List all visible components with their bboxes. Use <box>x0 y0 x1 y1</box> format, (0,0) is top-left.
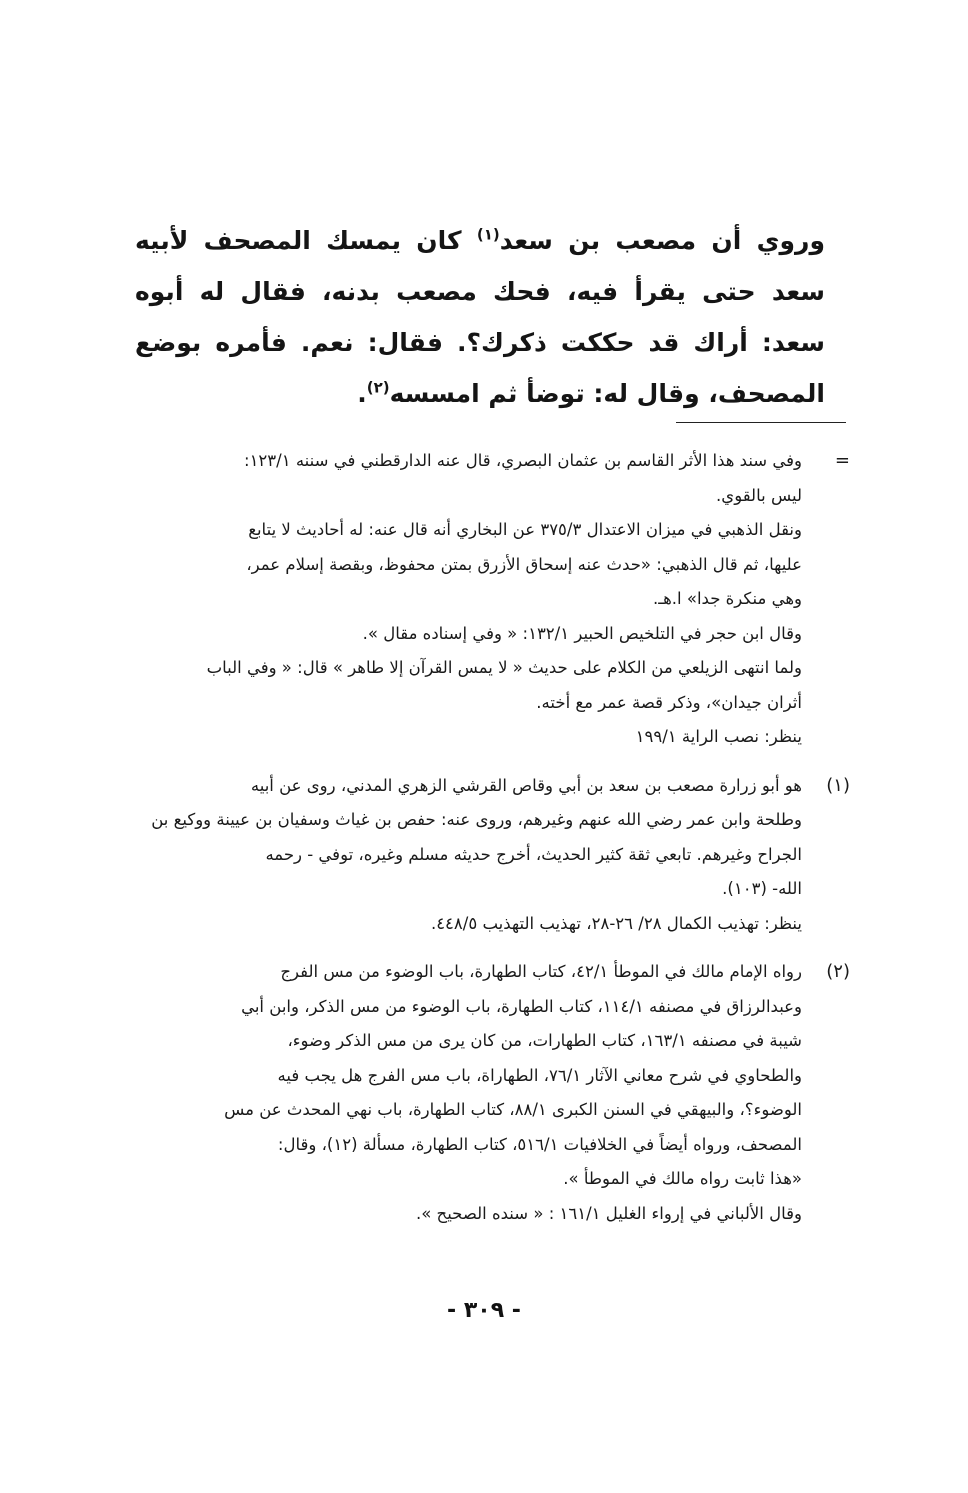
page-number: - ٣٠٩ - <box>447 1298 521 1323</box>
footnote-line: وعبدالرزاق في مصنفه ١١٤/١، كتاب الطهارة، باب الوضوء من مس الذكر، وابن أبي <box>241 996 802 1016</box>
main-text-part-1: وروي أن مصعب بن سعد <box>499 226 825 255</box>
footnote-line: والطحاوي في شرح معاني الآثار ٧٦/١، الطهاراة، باب مس الفرج هل يجب فيه <box>277 1065 802 1085</box>
footnote-line: وقال الألباني في إرواء الغليل ١٦١/١ : « سنده الصحيح ». <box>415 1203 802 1223</box>
footnote-line: المصحف، ورواه أيضاً في الخلافيات ٥١٦/١، كتاب الطهارة، مسألة (١٢)، وقال: <box>277 1134 802 1154</box>
footnote-continuation <box>130 444 850 755</box>
footnote-line: الله- (١٠٣). <box>722 879 802 898</box>
footnote-line: ليس بالقوي. <box>716 485 802 505</box>
footnote-line: رواه الإمام مالك في الموطأ ٤٢/١، كتاب الطهارة، باب الوضوء من مس الفرج <box>280 962 802 981</box>
footnote-line: ولما انتهى الزيلعي من الكلام على حديث « لا يمس القرآن إلا طاهر » قال: « وفي الباب <box>206 658 802 677</box>
footnote-line: ينظر: تهذيب الكمال ٢٨/ ٢٦-٢٨، تهذيب التهذيب ٤٤٨/٥. <box>430 913 802 933</box>
footnote-ref-1: (١) <box>476 225 500 244</box>
footnote-1-marker: (١) <box>826 774 850 796</box>
footnote-ref-2: (٢) <box>366 378 390 397</box>
footnote-gap <box>130 941 850 955</box>
footnote-gap <box>130 755 850 769</box>
footnote-line: وطلحة وابن عمر رضي الله عنهم وغيرهم، وروى عنه: حفص بن غياث وسفيان بن عيينة ووكيع بن <box>151 810 802 829</box>
footnote-separator <box>676 422 846 423</box>
footnote-line: «هذا ثابت رواه مالك في الموطأ ». <box>563 1169 802 1188</box>
footnote-line: وهي منكرة جدا» ا.هـ. <box>653 589 802 608</box>
footnote-line: وقال ابن حجر في التلخيص الحبير ١٣٢/١: « وفي إسناده مقال ». <box>362 623 802 643</box>
main-text-part-3: . <box>357 379 367 408</box>
footnote-line: الجراح وغيرهم. تابعي ثقة كثير الحديث، أخرج حديثه مسلم وغيره، توفي - رحمه <box>265 844 802 864</box>
footnote-line: وفي سند هذا الأثر القاسم بن عثمان البصري، قال عنه الدارقطني في سننه ١٢٣/١: <box>244 451 802 470</box>
footnote-1 <box>130 769 850 942</box>
footnote-continuation-marker: = <box>834 450 850 471</box>
main-paragraph <box>135 215 825 419</box>
footnotes-section <box>130 444 850 1231</box>
footnote-2 <box>130 955 850 1231</box>
footnote-2-marker: (٢) <box>826 961 850 982</box>
footnote-line: الوضوء؟، والبيهقي في السنن الكبرى ٨٨/١، كتاب الطهارة، باب نهي المحدث عن مس <box>224 1100 802 1119</box>
main-text-part-2: كان يمسك المصحف لأبيه سعد حتى يقرأ فيه، فحك مصعب بدنه، فقال له أبوه سعد: أراك قد حككت ذكرك؟. فقال: نعم. فأمره بوضع المصحف، وقال له: توضأ ثم امسسه <box>135 226 825 408</box>
footnote-line: عليها، ثم قال الذهبي: «حدث عنه إسحاق الأزرق بمتن محفوظ، وبقصة إسلام عمر، <box>246 554 802 574</box>
footnote-line: هو أبو زرارة مصعب بن سعد بن أبي وقاص القرشي الزهري المدني، روى عن أبيه <box>250 775 802 795</box>
footnote-line: شيبة في مصنفه ١٦٣/١، كتاب الطهارات، من كان يرى من مس الذكر وضوء، <box>287 1031 802 1050</box>
footnote-line: ينظر: نصب الراية ١٩٩/١ <box>635 727 802 746</box>
footnote-line: ونقل الذهبي في ميزان الاعتدال ٣٧٥/٣ عن البخاري أنه قال عنه: له أحاديث لا يتابع <box>248 520 802 539</box>
footnote-line: أثران جيدان»، وذكر قصة عمر مع أخته. <box>536 692 802 712</box>
